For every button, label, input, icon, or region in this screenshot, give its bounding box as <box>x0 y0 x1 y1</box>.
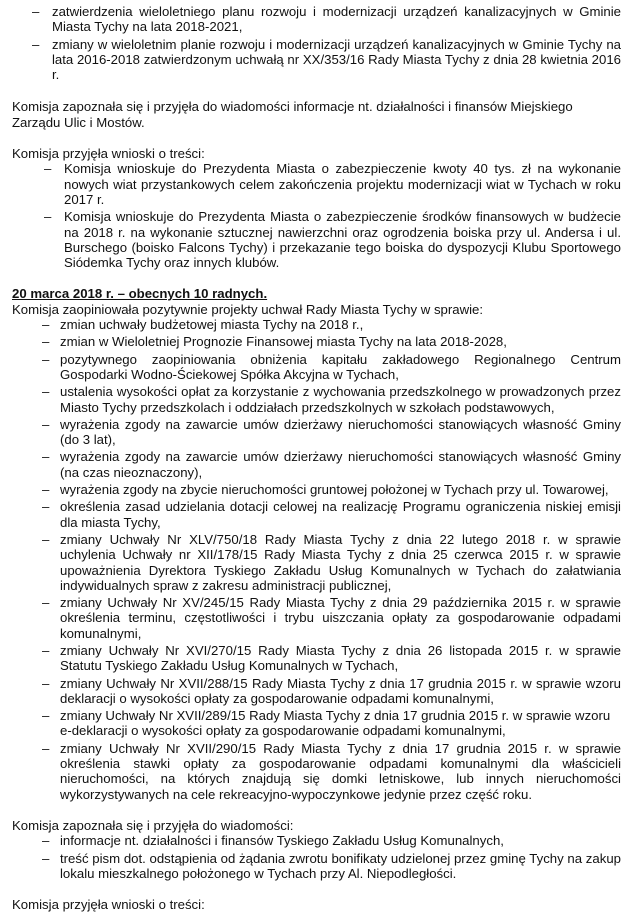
list-item-text: – zmiany Uchwały Nr XVII/289/15 Rady Miasta Tychy z dnia 17 grudnia 2015 r. w sprawie wzoru <box>60 708 611 724</box>
info-intro: Komisja zapoznała się i przyjęła do wiadomości: <box>12 817 294 833</box>
list-item: – zmiany Uchwały Nr XVII/290/15 Rady Miasta Tychy z dnia 17 grudnia 2015 r. w sprawie określenia stawki opłaty za gospodarowanie odpadami komunalnymi dla właścicieli nieruchomości, na których znajdują się domki letniskowe, lub innych nieruchomości wykorzystywanych na cele rekreacyjno-wypoczynkowe jedynie przez część roku. <box>12 741 621 802</box>
list-item: – wyrażenia zgody na zawarcie umów dzierżawy nieruchomości stanowiących własność Gminy (do 3 lat), <box>12 417 621 448</box>
list-item: – pozytywnego zaopiniowania obniżenia kapitału zakładowego Regionalnego Centrum Gospodarki Wodno-Ściekowej Spółka Akcyjna w Tychach, <box>12 352 621 383</box>
list-item: – zmiany Uchwały Nr XLV/750/18 Rady Miasta Tychy z dnia 22 lutego 2018 r. w sprawie uchylenia Uchwały nr XII/178/15 Rady Miasta Tychy z dnia 25 czerwca 2015 r. w sprawie upoważnienia Dyrektora Tyskiego Zakładu Usług Komunalnych w Tychach do załatwiania indywidualnych spraw z zakresu administracji publicznej, <box>12 532 621 593</box>
list-item-continuation: e-deklaracji o wysokości opłaty za gospodarowanie odpadami komunalnymi, <box>60 723 506 739</box>
list-item: – określenia zasad udzielania dotacji celowej na realizację Programu ograniczenia niskiej emisji dla miasta Tychy, <box>12 499 621 530</box>
opinions-list <box>12 317 621 802</box>
list-item: – wyrażenia zgody na zbycie nieruchomości gruntowej położonej w Tychach przy ul. Towarowej, <box>12 482 621 497</box>
wnioski-intro: Komisja przyjęła wnioski o treści: <box>12 146 205 162</box>
list-item: – wyrażenia zgody na zawarcie umów dzierżawy nieruchomości stanowiących własność Gminy (na czas nieoznaczony), <box>12 449 621 480</box>
list-item: – ustalenia wysokości opłat za korzystanie z wychowania przedszkolnego w prowadzonych przez Miasto Tychy przedszkolach i oddziałach przedszkolnych w szkołach podstawowych, <box>12 384 621 415</box>
final-wnioski-intro: Komisja przyjęła wnioski o treści: <box>12 897 205 913</box>
list-item: – zmiany w wieloletnim planie rozwoju i modernizacji urządzeń kanalizacyjnych w Gminie Tychy na lata 2016-2018 zatwierdzonym uchwałą nr XX/353/16 Rady Miasta Tychy z dnia 28 kwietnia 2016 r. <box>12 37 621 83</box>
list-item: – treść pism dot. odstąpienia od żądania zwrotu bonifikaty udzielonej przez gminę Tychy na zakup lokalu mieszkalnego położonego w Tychach przy Al. Niepodległości. <box>12 851 621 882</box>
info-list <box>12 833 621 881</box>
list-item: – zmiany Uchwały Nr XV/245/15 Rady Miasta Tychy z dnia 29 października 2015 r. w sprawie określenia terminu, częstotliwości i trybu uiszczania opłaty za gospodarowanie odpadami komunalnymi, <box>12 595 621 641</box>
info-mzuim-paragraph: Komisja zapoznała się i przyjęła do wiadomości informacje nt. działalności i finansów Miejskiego Zarządu Ulic i Mostów. <box>12 99 573 130</box>
list-item: – zmiany Uchwały Nr XVII/288/15 Rady Miasta Tychy z dnia 17 grudnia 2015 r. w sprawie wzoru deklaracji o wysokości opłaty za gospodarowanie odpadami komunalnymi, <box>12 676 621 707</box>
list-item: – zmiany Uchwały Nr XVI/270/15 Rady Miasta Tychy z dnia 26 listopada 2015 r. w sprawie Statutu Tyskiego Zakładu Usług Komunalnych w Tychach, <box>12 643 621 674</box>
opinions-intro: Komisja zaopiniowała pozytywnie projekty uchwał Rady Miasta Tychy w sprawie: <box>12 301 484 317</box>
meeting-heading: 20 marca 2018 r. – obecnych 10 radnych. <box>12 286 268 302</box>
list-item: – Komisja wnioskuje do Prezydenta Miasta o zabezpieczenie środków finansowych w budżecie na 2018 r. na wykonanie sztucznej nawierzchni oraz ogrodzenia boiska przy ul. Andersa i ul. Burschego (boisko Falcons Tychy) i przekazanie tego boiska do dyspozycji Klubu Sportowego Siódemka Tychy oraz innych klubów. <box>12 209 621 270</box>
list-item: – informacje nt. działalności i finansów Tyskiego Zakładu Usług Komunalnych, <box>12 833 621 848</box>
list-item: – zatwierdzenia wieloletniego planu rozwoju i modernizacji urządzeń kanalizacyjnych w Gminie Miasta Tychy na lata 2018-2021, <box>12 4 621 35</box>
list-item: – Komisja wnioskuje do Prezydenta Miasta o zabezpieczenie kwoty 40 tys. zł na wykonanie nowych wiat przystankowych celem zakończenia projektu modernizacji wiat w Tychach w roku 2017 r. <box>12 161 621 207</box>
list-item: – zmian w Wieloletniej Prognozie Finansowej miasta Tychy na lata 2018-2028, <box>12 334 621 349</box>
top-list <box>12 4 621 82</box>
list-item <box>12 708 621 739</box>
wnioski-list <box>12 161 621 270</box>
list-item: – zmian uchwały budżetowej miasta Tychy na 2018 r., <box>12 317 621 332</box>
